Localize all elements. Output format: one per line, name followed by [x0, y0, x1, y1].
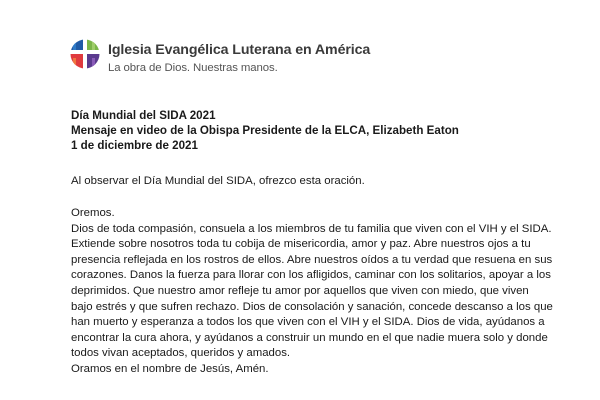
- prayer-line: todos vivan aceptados, queridos y amados.: [71, 347, 291, 360]
- title-event: Día Mundial del SIDA 2021: [71, 109, 216, 122]
- organization-name: Iglesia Evangélica Luterana en América: [108, 42, 371, 58]
- prayer-line: Extiende sobre nosotros toda tu cobija de misericordia, amor y paz. Abre nuestros ojos a tu: [71, 238, 531, 251]
- document-title-block: [71, 108, 459, 153]
- prayer-line: Oremos.: [71, 207, 115, 219]
- prayer-line: deprimidos. Que nuestro amor refleje tu amor por aquellos que viven con miedo, que viven: [71, 284, 529, 297]
- prayer-line: presencia reflejada en los rostros de ellos. Abre nuestros oídos a tu verdad que resuena en sus: [71, 253, 553, 266]
- prayer-line: encontrar la cura ahora, y ayúdanos a construir un mundo en el que nadie muera solo y donde: [71, 331, 548, 344]
- prayer-line: bajo estrés y que sufren rechazo. Dios de consolación y sanación, concede descanso a los que: [71, 300, 553, 313]
- prayer-line: Dios de toda compasión, consuela a los miembros de tu familia que viven con el VIH y el SIDA.: [71, 222, 552, 235]
- prayer-paragraph: [71, 206, 561, 378]
- organization-tagline: La obra de Dios. Nuestras manos.: [108, 62, 278, 74]
- prayer-line: han muerto y esperanza a todos los que viven con el VIH y el SIDA. Dios de vida, ayúdanos a: [71, 316, 545, 329]
- title-date: 1 de diciembre de 2021: [71, 139, 198, 152]
- elca-cross-logo-icon: [70, 39, 100, 69]
- title-subtitle: Mensaje en video de la Obispa Presidente de la ELCA, Elizabeth Eaton: [71, 124, 459, 137]
- prayer-line: corazones. Danos la fuerza para llorar con los afligidos, caminar con los solitarios, apoyar a los: [71, 269, 551, 282]
- intro-paragraph: Al observar el Día Mundial del SIDA, ofrezco esta oración.: [71, 175, 365, 187]
- prayer-line: Oramos en el nombre de Jesús, Amén.: [71, 362, 269, 375]
